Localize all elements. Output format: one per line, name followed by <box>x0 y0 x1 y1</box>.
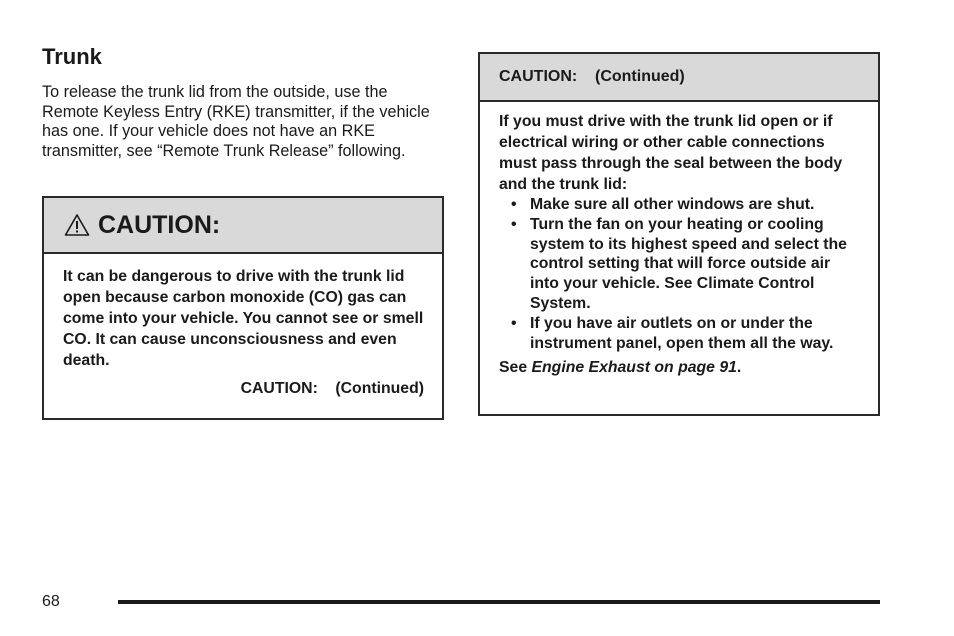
section-heading: Trunk <box>42 44 102 69</box>
warning-triangle-icon <box>64 213 90 237</box>
caution-title: CAUTION: <box>98 210 221 239</box>
caution-box <box>42 196 444 420</box>
caution-continued-title: CAUTION: (Continued) <box>499 68 685 85</box>
page-number: 68 <box>42 593 60 610</box>
caution-body: It can be dangerous to drive with the trunk lid open because carbon monoxide (CO) gas can come into your vehicle. You cannot see or smell CO. It can cause unconsciousness and even death. <box>63 268 424 369</box>
caution-continued-intro: If you must drive with the trunk lid open or if electrical wiring or other cable connections must pass through the seal between the body and the trunk lid: <box>499 113 843 193</box>
footer-rule <box>118 600 880 604</box>
see-reference <box>499 357 860 378</box>
bullet-item: • Turn the fan on your heating or cooling system to its highest speed and select the control setting that will force outside air into your vehicle. See Climate Control System. <box>499 215 860 314</box>
bullet-item: • Make sure all other windows are shut. <box>499 195 860 215</box>
caution-continued-box <box>478 52 880 416</box>
caution-continued-label: CAUTION: (Continued) <box>240 380 424 397</box>
see-reference-link[interactable]: Engine Exhaust on page 91 <box>531 359 737 377</box>
see-prefix: See <box>499 359 532 377</box>
bullet-item: • If you have air outlets on or under the instrument panel, open them all the way. <box>499 314 860 354</box>
see-suffix: . <box>736 359 742 377</box>
caution-continued-body <box>480 102 878 378</box>
caution-header <box>44 198 442 254</box>
caution-bullet-list <box>499 195 860 353</box>
caution-continued-header <box>480 54 878 102</box>
intro-paragraph: To release the trunk lid from the outside, use the Remote Keyless Entry (RKE) transmitter, if the vehicle has one. If your vehicle does not have an RKE transmitter, see “Remote Trunk Release” following. <box>42 83 430 160</box>
